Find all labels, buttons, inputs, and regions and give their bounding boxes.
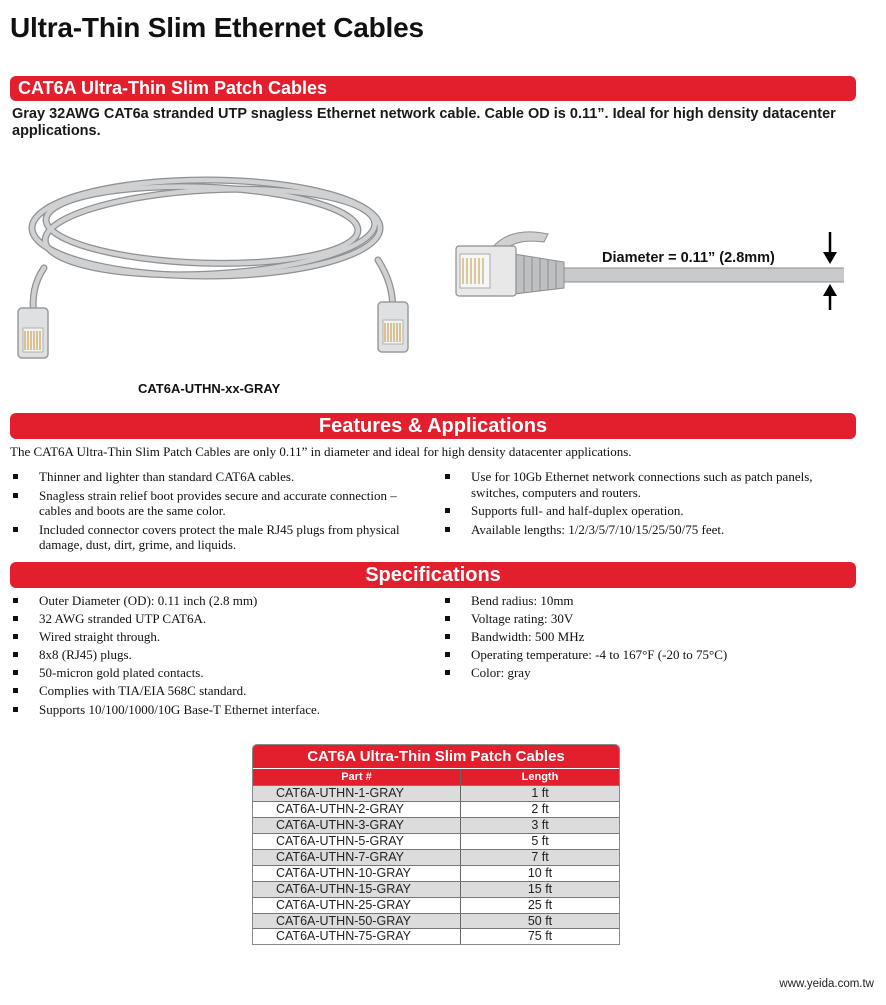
product-description: Gray 32AWG CAT6a stranded UTP snagless Ethernet network cable. Cable OD is 0.11”. Ideal for high density datacenter applications. — [12, 106, 836, 139]
list-item: Color: gray — [442, 665, 850, 681]
table-row — [253, 881, 619, 897]
table-row — [253, 817, 619, 833]
table-row — [253, 849, 619, 865]
table-row — [253, 897, 619, 913]
list-item: Operating temperature: -4 to 167°F (-20 to 75°C) — [442, 647, 850, 663]
part-cell: CAT6A-UTHN-1-GRAY — [253, 786, 461, 801]
length-cell: 1 ft — [531, 786, 549, 800]
features-intro: The CAT6A Ultra-Thin Slim Patch Cables are only 0.11” in diameter and ideal for high density datacenter applications. — [10, 444, 632, 459]
features-right-list — [442, 469, 850, 540]
arrow-down-icon — [823, 232, 837, 264]
length-cell: 2 ft — [531, 801, 549, 816]
specifications-left-list — [10, 593, 422, 720]
length-cell: 25 ft — [527, 897, 553, 912]
part-cell: CAT6A-UTHN-7-GRAY — [253, 850, 461, 865]
table-row — [253, 833, 619, 849]
list-item: Bandwidth: 500 MHz — [442, 629, 850, 645]
table-row — [253, 865, 619, 881]
part-cell: CAT6A-UTHN-25-GRAY — [253, 898, 461, 913]
coiled-cable-image — [10, 168, 430, 368]
table-body — [253, 785, 619, 944]
length-cell: 50 ft — [527, 913, 553, 928]
product-section-heading: CAT6A Ultra-Thin Slim Patch Cables — [10, 76, 856, 101]
list-item: 50-micron gold plated contacts. — [10, 665, 422, 681]
list-item: Complies with TIA/EIA 568C standard. — [10, 683, 422, 699]
list-item: 32 AWG stranded UTP CAT6A. — [10, 611, 422, 627]
table-row — [253, 928, 619, 944]
footer-url: www.yeida.com.tw — [779, 978, 874, 990]
left-rj45-plug-icon — [18, 308, 48, 358]
list-item: Voltage rating: 30V — [442, 611, 850, 627]
features-left-list — [10, 469, 422, 556]
part-cell: CAT6A-UTHN-50-GRAY — [253, 914, 461, 929]
arrow-up-icon — [823, 284, 837, 310]
features-heading: Features & Applications — [10, 413, 856, 439]
list-item: Snagless strain relief boot provides secure and accurate connection – cables and boots are the same color. — [10, 488, 422, 519]
list-item: Use for 10Gb Ethernet network connections such as patch panels, switches, computers and routers. — [442, 469, 850, 500]
part-cell: CAT6A-UTHN-15-GRAY — [253, 882, 461, 897]
diameter-label: Diameter = 0.11” (2.8mm) — [602, 250, 775, 266]
right-rj45-plug-icon — [378, 302, 408, 352]
length-cell: 15 ft — [527, 881, 553, 896]
list-item: Bend radius: 10mm — [442, 593, 850, 609]
table-row — [253, 801, 619, 817]
table-header — [253, 768, 619, 785]
list-item: Thinner and lighter than standard CAT6A cables. — [10, 469, 422, 485]
part-cell: CAT6A-UTHN-75-GRAY — [253, 929, 461, 944]
list-item: Wired straight through. — [10, 629, 422, 645]
length-cell: 5 ft — [531, 833, 549, 848]
length-cell: 75 ft — [527, 929, 553, 944]
table-title: CAT6A Ultra-Thin Slim Patch Cables — [253, 745, 619, 768]
list-item: Supports 10/100/1000/10G Base-T Ethernet interface. — [10, 702, 422, 718]
part-cell: CAT6A-UTHN-3-GRAY — [253, 818, 461, 833]
column-header-length: Length — [521, 771, 559, 783]
length-cell: 7 ft — [531, 849, 549, 864]
column-header-part: Part # — [253, 769, 461, 785]
table-row — [253, 785, 619, 801]
list-item: 8x8 (RJ45) plugs. — [10, 647, 422, 663]
list-item: Included connector covers protect the male RJ45 plugs from physical damage, dust, dirt, grime, and liquids. — [10, 522, 422, 553]
specifications-heading: Specifications — [10, 562, 856, 588]
connector-diameter-image — [452, 226, 852, 314]
table-row — [253, 913, 619, 929]
list-item: Available lengths: 1/2/3/5/7/10/15/25/50/75 feet. — [442, 522, 850, 538]
page-title: Ultra-Thin Slim Ethernet Cables — [10, 12, 424, 43]
part-length-table — [252, 744, 620, 945]
part-cell: CAT6A-UTHN-2-GRAY — [253, 802, 461, 817]
part-cell: CAT6A-UTHN-10-GRAY — [253, 866, 461, 881]
list-item: Supports full- and half-duplex operation. — [442, 503, 850, 519]
length-cell: 10 ft — [527, 865, 553, 880]
specifications-right-list — [442, 593, 850, 683]
cable-image-caption: CAT6A-UTHN-xx-GRAY — [138, 381, 281, 396]
length-cell: 3 ft — [531, 817, 549, 832]
list-item: Outer Diameter (OD): 0.11 inch (2.8 mm) — [10, 593, 422, 609]
part-cell: CAT6A-UTHN-5-GRAY — [253, 834, 461, 849]
